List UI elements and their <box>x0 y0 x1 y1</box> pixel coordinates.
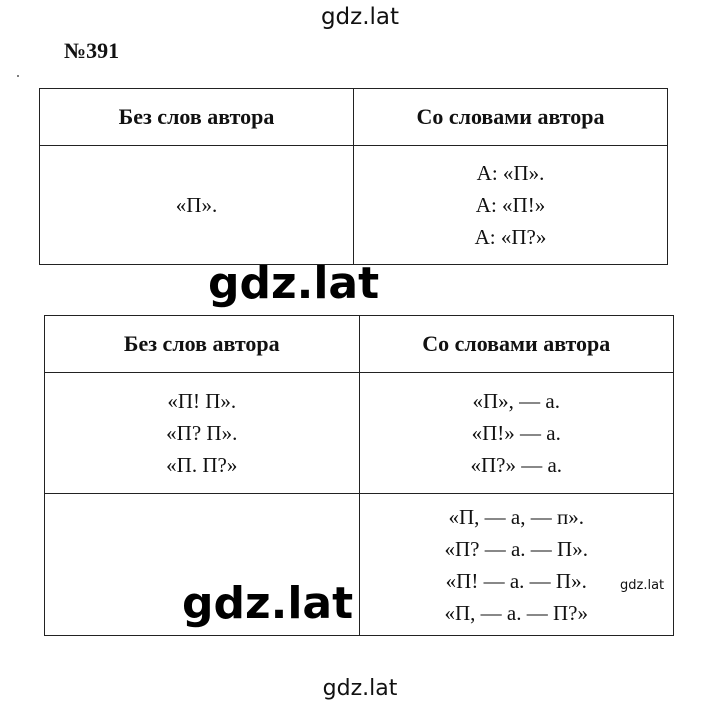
scan-speck <box>17 75 19 77</box>
watermark-top: gdz.lat <box>320 4 400 30</box>
scheme-line: «П!» — а. <box>471 421 561 445</box>
punctuation-table-1 <box>39 88 668 265</box>
scheme-line: «П, — а, — п». <box>448 504 584 529</box>
cell-without-author-words <box>45 373 360 494</box>
punctuation-table-2 <box>44 315 674 636</box>
table-row <box>45 373 674 494</box>
cell-with-author-words <box>354 146 668 265</box>
table-row <box>45 494 674 636</box>
cell-with-author-words <box>359 373 674 494</box>
scheme-line: А: «П». <box>476 161 545 185</box>
table-row <box>40 146 668 265</box>
exercise-number: №391 <box>64 38 120 63</box>
table-header-row <box>45 316 674 373</box>
watermark-large-2: gdz.lat <box>182 578 354 629</box>
scheme-line: «П? — а. — П». <box>444 536 588 561</box>
watermark-bottom: gdz.lat <box>322 676 398 701</box>
table-header-row <box>40 89 668 146</box>
scheme-line: «П! П». <box>167 389 237 413</box>
scheme-line: «П? П». <box>166 421 238 445</box>
watermark-small: gdz.lat <box>620 578 665 593</box>
scheme-line: «П, — а. — П?» <box>444 600 588 625</box>
cell-with-author-words <box>359 494 674 636</box>
scheme-line: «П?» — а. <box>470 453 563 477</box>
header-without-author-words: Без слов автора <box>40 89 354 146</box>
scheme-line: А: «П!» <box>475 193 546 217</box>
scheme-line: «П! — а. — П». <box>445 568 587 593</box>
scheme-line: «П», — а. <box>472 389 560 413</box>
header-without-author-words: Без слов автора <box>45 316 360 373</box>
scheme-line: «П. П?» <box>166 453 238 477</box>
scheme-line: А: «П?» <box>474 225 547 249</box>
watermark-large-1: gdz.lat <box>208 258 380 309</box>
header-with-author-words: Со словами автора <box>354 89 668 146</box>
header-with-author-words: Со словами автора <box>359 316 674 373</box>
cell-without-author-words <box>40 146 354 265</box>
scheme-line: «П». <box>175 193 218 217</box>
